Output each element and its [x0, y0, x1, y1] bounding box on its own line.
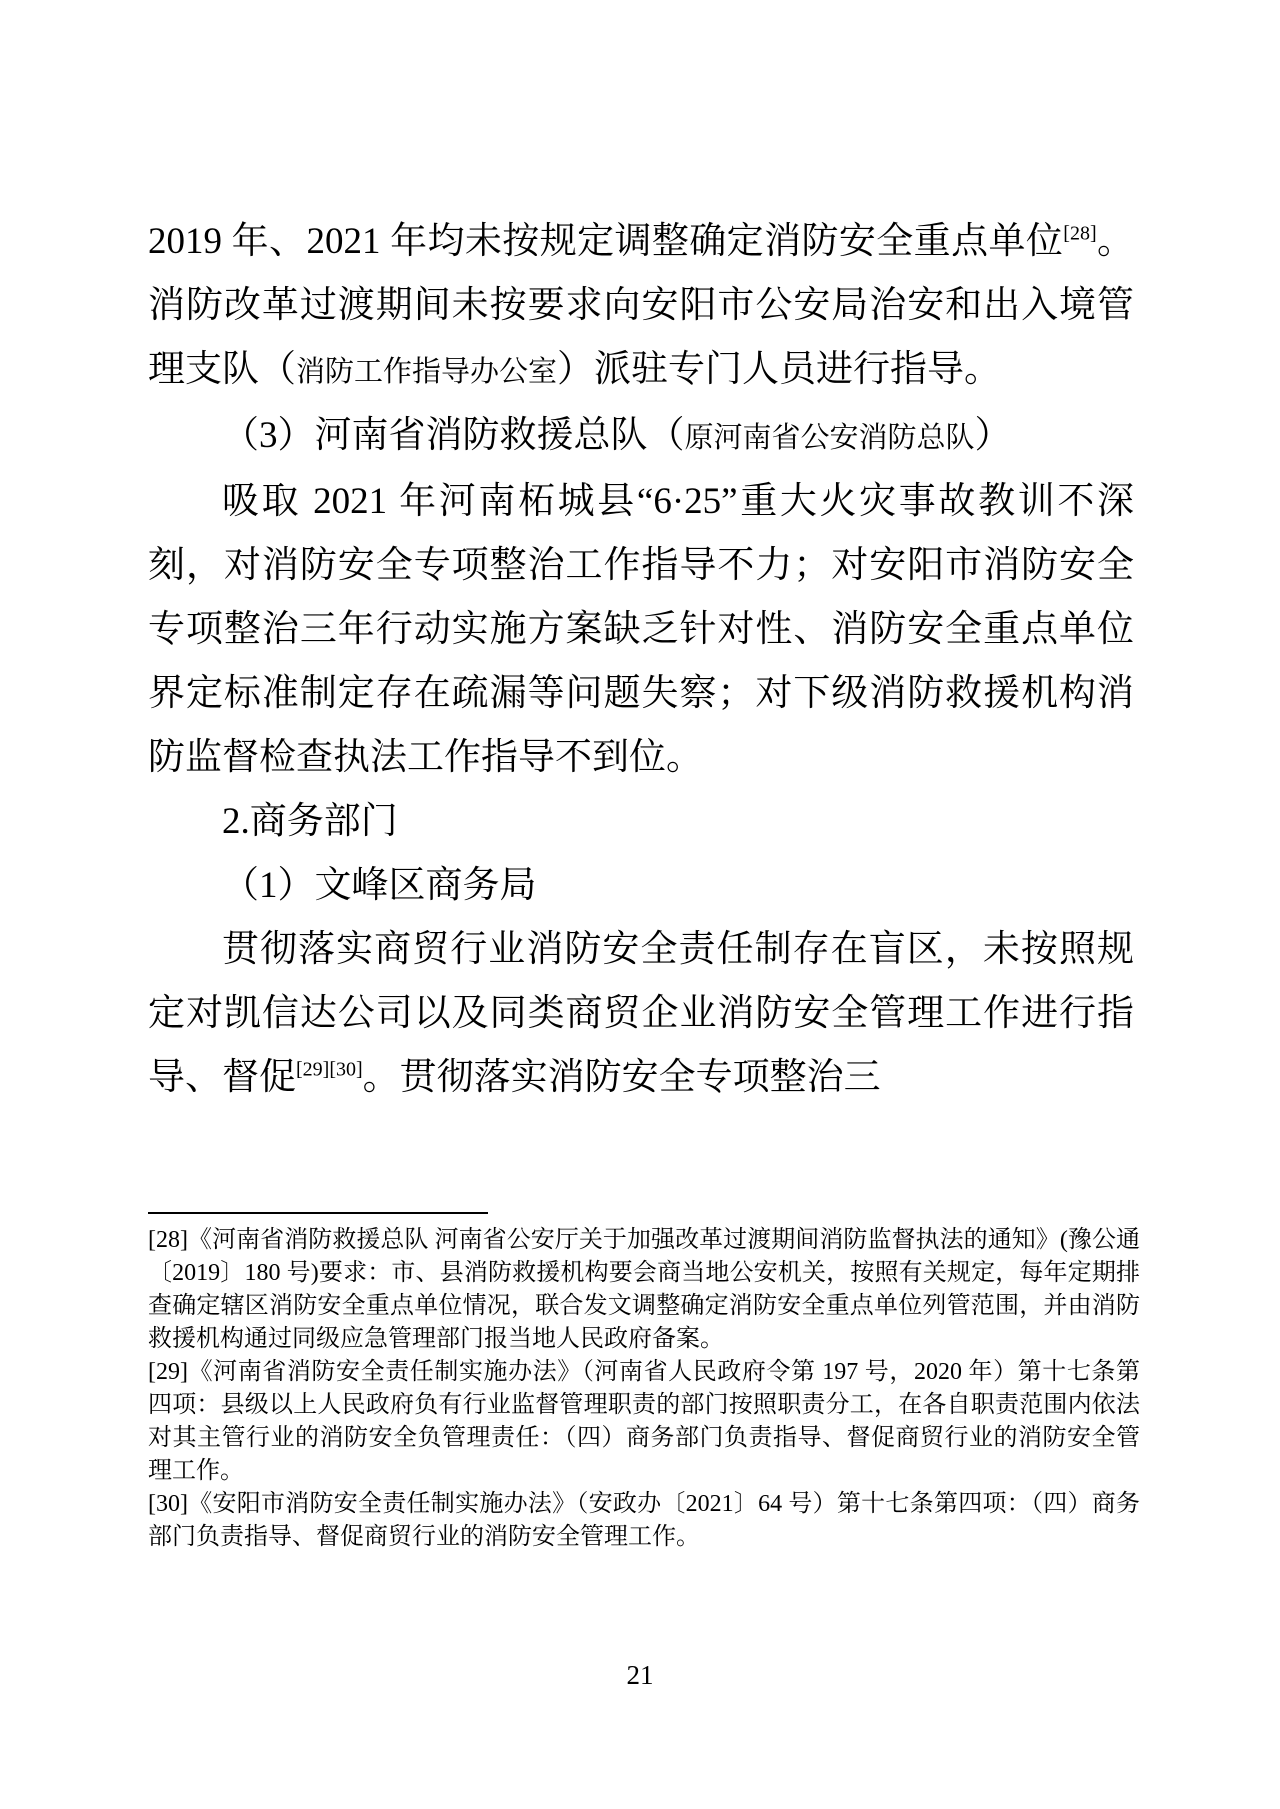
heading-text: （1）文峰区商务局 [222, 865, 537, 906]
body-text: ）派驻专门人员进行指导。 [557, 349, 1002, 390]
paragraph [148, 210, 1134, 404]
heading-text: （3）河南省消防救援总队（ [222, 415, 685, 456]
paragraph [148, 918, 1134, 1110]
parenthetical-small-text: 消防工作指导办公室 [296, 356, 558, 388]
footnote-item [148, 1224, 1140, 1356]
page-number: 21 [626, 1660, 654, 1690]
footnote-ref-28: [28] [1063, 222, 1097, 245]
section-heading [148, 790, 1134, 854]
paragraph [148, 470, 1134, 790]
footnote-separator [148, 1212, 488, 1214]
footnote-item [148, 1488, 1140, 1554]
section-heading [148, 854, 1134, 918]
footnotes-section [148, 1224, 1140, 1554]
footnote-text: 《河南省消防救援总队 河南省公安厅关于加强改革过渡期间消防监督执法的通知》(豫公通〔2019〕180 号)要求：市、县消防救援机构要会商当地公安机关，按照有关规定，每年定期排查确定辖区消防安全重点单位情况，联合发文调整确定消防安全重点单位列管范围，并由消防救援机构通过同级应急管理部门报当地人民政府备案。 [148, 1227, 1140, 1352]
footnote-item [148, 1356, 1140, 1488]
body-text: 贯彻落实商贸行业消防安全责任制存在盲区，未按照规定对凯信达公司以及同类商贸企业消防安全管理工作进行指导、督促 [148, 929, 1134, 1098]
body-text: 。贯彻落实消防安全专项整治三 [362, 1057, 881, 1098]
section-heading [148, 404, 1134, 470]
body-text: 吸取 2021 年河南柘城县“6·25”重大火灾事故教训不深刻，对消防安全专项整治工作指导不力；对安阳市消防安全专项整治三年行动实施方案缺乏针对性、消防安全重点单位界定标准制定存在疏漏等问题失察；对下级消防救援机构消防监督检查执法工作指导不到位。 [148, 481, 1134, 778]
footnote-text: 《安阳市消防安全责任制实施办法》（安政办〔2021〕64 号）第十七条第四项：（四）商务部门负责指导、督促商贸行业的消防安全管理工作。 [148, 1491, 1140, 1550]
footnote-text: 《河南省消防安全责任制实施办法》（河南省人民政府令第 197 号，2020 年）第十七条第四项：县级以上人民政府负有行业监督管理职责的部门按照职责分工，在各自职责范围内依法对其主管行业的消防安全负管理责任：（四）商务部门负责指导、督促商贸行业的消防安全管理工作。 [148, 1359, 1140, 1484]
body-text: 。消防改革过渡期间未按要求向安阳市公安局治安和出入境管理支队（ [148, 221, 1135, 390]
footnote-marker: [30] [148, 1491, 188, 1517]
footnote-marker: [28] [148, 1227, 188, 1253]
footnote-marker: [29] [148, 1359, 188, 1385]
heading-text: ） [974, 415, 1012, 456]
body-text: 2019 年、2021 年均未按规定调整确定消防安全重点单位 [148, 221, 1064, 262]
footnote-ref-29-30: [29][30] [296, 1058, 363, 1081]
heading-text: 2.商务部门 [222, 801, 398, 842]
parenthetical-small-text: 原河南省公安消防总队 [684, 422, 975, 454]
main-text [148, 210, 1134, 1110]
